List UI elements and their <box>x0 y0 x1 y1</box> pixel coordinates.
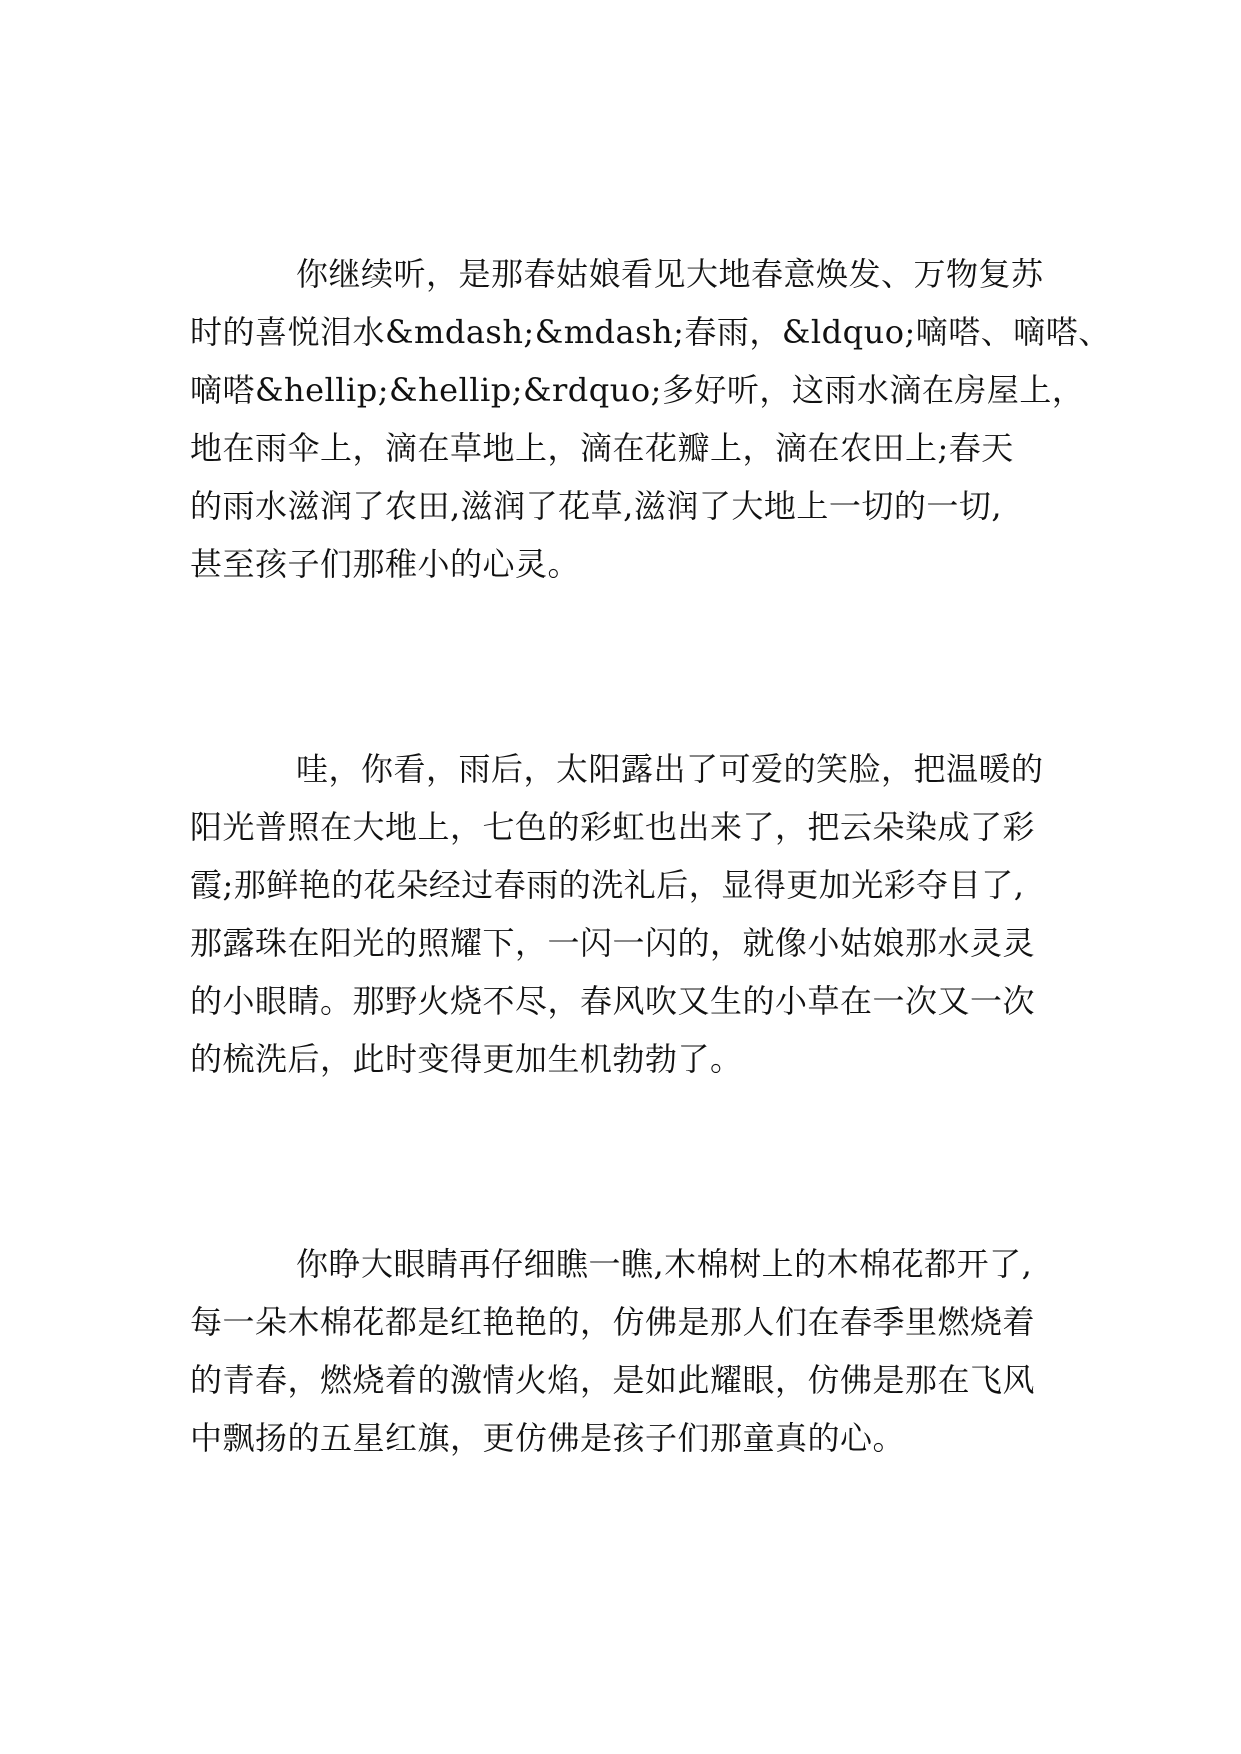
paragraph-line: 的青春，燃烧着的激情火焰，是如此耀眼，仿佛是那在飞风 <box>190 1361 1036 1399</box>
paragraph-line: 中飘扬的五星红旗，更仿佛是孩子们那童真的心。 <box>190 1419 906 1457</box>
paragraph-line: 你睁大眼睛再仔细瞧一瞧,木棉树上的木棉花都开了, <box>296 1245 1033 1283</box>
paragraph-line: 甚至孩子们那稚小的心灵。 <box>190 545 581 583</box>
paragraph-line: 那露珠在阳光的照耀下，一闪一闪的，就像小姑娘那水灵灵 <box>190 924 1036 962</box>
paragraph-line: 哇，你看，雨后，太阳露出了可爱的笑脸，把温暖的 <box>296 750 1044 788</box>
paragraph-line: 霞;那鲜艳的花朵经过春雨的洗礼后，显得更加光彩夺目了, <box>190 866 1025 904</box>
paragraph-line: 时的喜悦泪水&mdash;&mdash;春雨，&ldquo;嘀嗒、嘀嗒、 <box>190 313 1111 351</box>
paragraph-line: 你继续听，是那春姑娘看见大地春意焕发、万物复苏 <box>296 255 1044 293</box>
paragraph-line: 的梳洗后，此时变得更加生机勃勃了。 <box>190 1040 743 1078</box>
paragraph-2 <box>190 740 1060 1088</box>
paragraph-line: 的小眼睛。那野火烧不尽，春风吹又生的小草在一次又一次 <box>190 982 1036 1020</box>
paragraph-line: 的雨水滋润了农田,滋润了花草,滋润了大地上一切的一切, <box>190 487 1003 525</box>
paragraph-3 <box>190 1235 1060 1467</box>
paragraph-line: 阳光普照在大地上，七色的彩虹也出来了，把云朵染成了彩 <box>190 808 1036 846</box>
paragraph-line: 每一朵木棉花都是红艳艳的，仿佛是那人们在春季里燃烧着 <box>190 1303 1036 1341</box>
paragraph-line: 地在雨伞上，滴在草地上，滴在花瓣上，滴在农田上;春天 <box>190 429 1014 467</box>
paragraph-1 <box>190 245 1111 593</box>
paragraph-line: 嘀嗒&hellip;&hellip;&rdquo;多好听，这雨水滴在房屋上， <box>190 371 1085 409</box>
